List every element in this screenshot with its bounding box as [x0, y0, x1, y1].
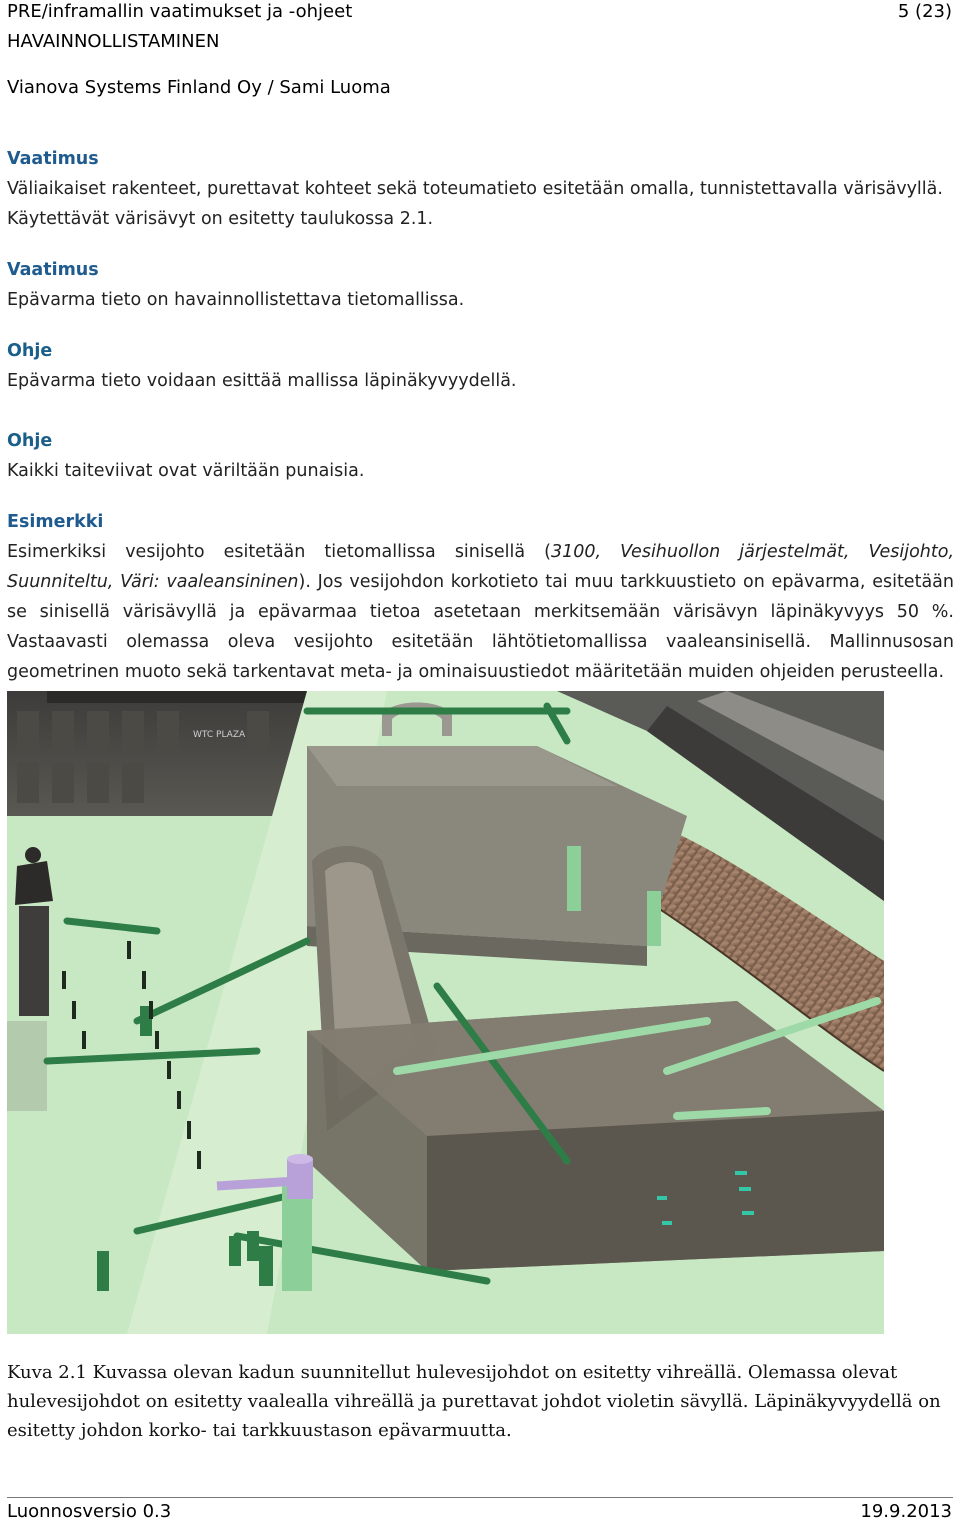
example-text-end: ). Jos vesijohdon korkotieto tai muu tarkkuustieto on epävarma, esitetään se sinisellä värisävyllä ja epävarmaa tietoa asetetaan merkitsemään värisävyn läpinäkyvyys 50 %. Vastaavasti olemassa oleva vesijohto esitetään lähtötietomallissa vaaleansinisellä. Mallinnusosan geometrinen muoto sekä tarkentavat meta- ja ominaisuustiedot määritetään muiden ohjeiden perusteella. [7, 572, 954, 682]
section-guideline-1 [7, 336, 954, 396]
footer-version: Luonnosversio 0.3 [7, 1501, 172, 1522]
section-heading: Vaatimus [7, 260, 99, 280]
figure-caption: Kuva 2.1 Kuvassa olevan kadun suunnitellut hulevesijohdot on esitetty vihreällä. Olemassa olevat hulevesijohdot on esitetty vaalealla vihreällä ja purettavat johdot violetin sävyllä. Läpinäkyvyydellä on esitetty johdon korko- tai tarkkuustason epävarmuutta. [7, 1362, 941, 1441]
section-example [7, 507, 954, 687]
section-heading: Ohje [7, 341, 53, 361]
footer-date: 19.9.2013 [860, 1501, 952, 1522]
section-text: Väliaikaiset rakenteet, purettavat kohteet sekä toteumatieto esitetään omalla, tunnistettavalla värisävyllä. Käytettävät värisävyt on esitetty taulukossa 2.1. [7, 179, 943, 229]
section-heading: Vaatimus [7, 149, 99, 169]
footer-divider [7, 1497, 953, 1498]
example-text [7, 537, 954, 687]
street-model-image [7, 691, 884, 1334]
statue-pedestal [19, 906, 49, 1016]
building-sign-text: WTC PLAZA [193, 730, 246, 740]
section-heading: Ohje [7, 431, 53, 451]
section-requirement-1 [7, 144, 954, 234]
example-text-start: Esimerkiksi vesijohto esitetään tietomallissa sinisellä ( [7, 542, 551, 562]
document-subtitle: HAVAINNOLLISTAMINEN [7, 31, 220, 52]
section-text: Epävarma tieto voidaan esittää mallissa läpinäkyvyydellä. [7, 371, 517, 391]
section-guideline-2 [7, 426, 954, 486]
section-text: Kaikki taiteviivat ovat väriltään punaisia. [7, 461, 365, 481]
document-author: Vianova Systems Finland Oy / Sami Luoma [7, 77, 391, 98]
example-text-italic: 3100, Vesihuollon järjestelmät, Vesijohto, Suunniteltu, Väri: vaaleansininen [7, 542, 955, 592]
document-title: PRE/inframallin vaatimukset ja -ohjeet [7, 1, 353, 22]
page-number: 5 (23) [897, 1, 952, 22]
example-heading: Esimerkki [7, 512, 104, 532]
section-text: Epävarma tieto on havainnollistettava tietomallissa. [7, 290, 465, 310]
section-requirement-2 [7, 255, 954, 315]
street-model-render [7, 691, 884, 1334]
